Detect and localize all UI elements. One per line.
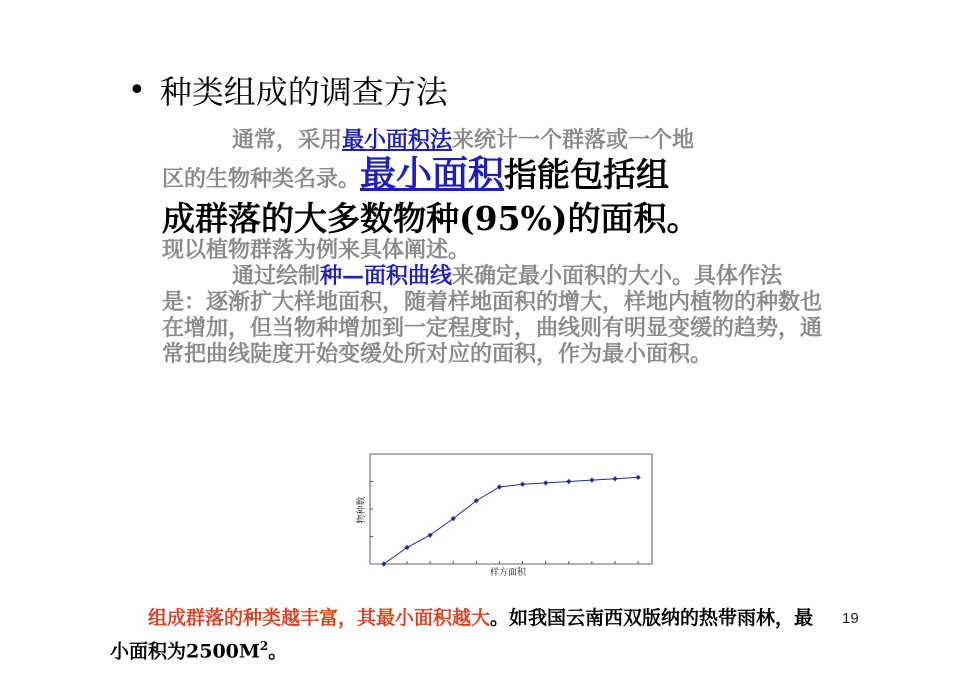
- species-area-chart: [342, 448, 658, 578]
- y-axis-label: 物种数: [357, 496, 367, 524]
- p1-text: 来统计一个群落或一个地: [452, 127, 695, 153]
- data-point: [589, 478, 594, 483]
- note-text: 。如我国云南西双版纳的热带雨林，最小面积为2500M: [110, 607, 814, 663]
- title-text: 种类组成的调查方法: [159, 73, 448, 111]
- chart-line: [384, 477, 638, 564]
- note-end: 。: [268, 640, 288, 663]
- paragraph1-line2: [162, 154, 822, 201]
- highlight-text: 组成群落的种类越丰富，其最小面积越大: [148, 607, 491, 629]
- paragraph1-line4: 现以植物群落为例来具体阐述。: [162, 237, 471, 263]
- p2-text: 来确定最小面积的大小。具体作法是：逐渐扩大样地面积，随着样地面积的增大，样地内植物的种数也在增加，但当物种增加到一定程度时，曲线则有明显变缓的趋势，通常把曲线陡度开始变缓处所对应的面积，作为最小面积。: [162, 263, 823, 367]
- min-area-term[interactable]: 最小面积: [360, 153, 505, 195]
- bottom-note: [110, 604, 830, 665]
- paragraph1-line1: [162, 126, 822, 154]
- superscript: 2: [259, 639, 269, 653]
- data-point: [612, 476, 617, 481]
- data-point: [543, 480, 548, 485]
- chart-points: [381, 475, 640, 567]
- page-number: 19: [842, 610, 859, 627]
- chart-axes: [370, 454, 652, 564]
- min-area-method-link[interactable]: 最小面积法: [342, 127, 453, 153]
- body-text: [162, 126, 822, 367]
- data-point: [636, 475, 641, 480]
- data-point: [497, 484, 502, 489]
- p1-text: 区的生物种类名录。: [162, 166, 361, 192]
- p1-text: 通常，采用: [232, 127, 343, 153]
- paragraph2: [162, 263, 822, 367]
- paragraph1-line3: 成群落的大多数物种(95%)的面积。: [162, 199, 700, 238]
- series-line: [384, 477, 638, 564]
- species-area-curve-term: 种—面积曲线: [320, 263, 453, 289]
- data-point: [520, 482, 525, 487]
- p1-definition: 指能包括组: [504, 155, 670, 194]
- p2-text: 通过绘制: [232, 263, 321, 289]
- bullet-marker: •: [128, 72, 146, 108]
- x-axis-label: 样方面积: [489, 568, 527, 578]
- slide-title: [128, 66, 448, 114]
- data-point: [566, 479, 571, 484]
